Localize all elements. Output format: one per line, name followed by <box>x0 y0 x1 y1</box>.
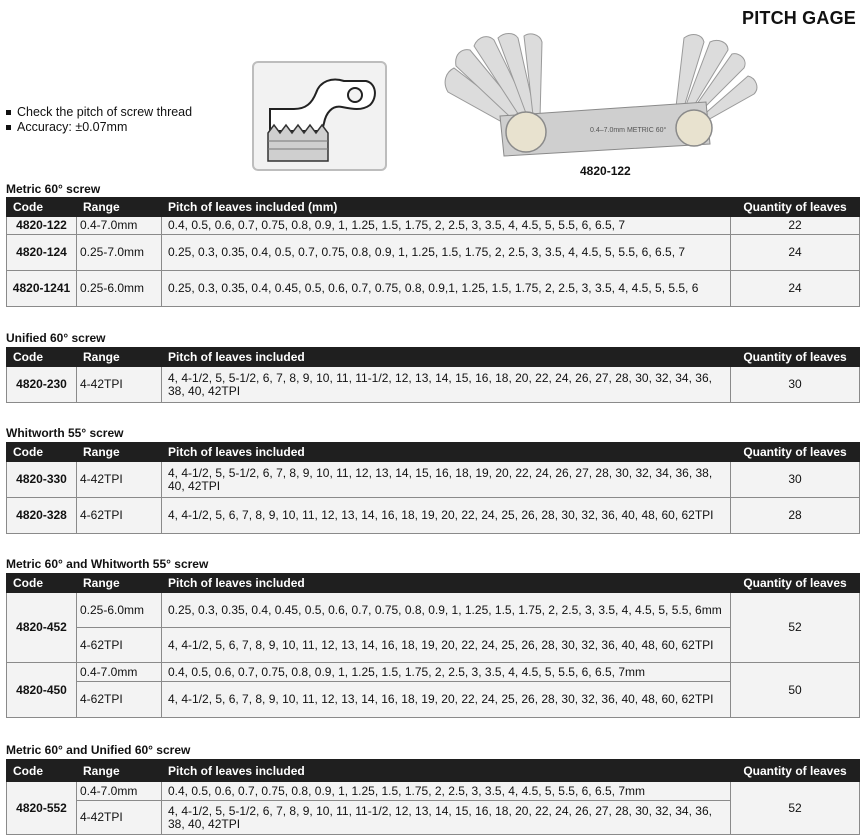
table-row: 4820-450 0.4-7.0mm 0.4, 0.5, 0.6, 0.7, 0.75, 0.8, 0.9, 1, 1.25, 1.5, 1.75, 2, 2.5, 3, 3.5, 4, 4.5, 5, 5.5, 6, 6.5, 7mm 50 <box>7 663 860 682</box>
table-row: 4820-452 0.25-6.0mm 0.25, 0.3, 0.35, 0.4, 0.45, 0.5, 0.6, 0.7, 0.75, 0.8, 0.9, 1, 1.25, 1.5, 1.75, 2, 2.5, 3, 3.5, 4, 4.5, 5, 5.5, 6mm 52 <box>7 593 860 628</box>
product-code: 4820-122 <box>580 164 631 178</box>
table-row: 4820-552 0.4-7.0mm 0.4, 0.5, 0.6, 0.7, 0.75, 0.8, 0.9, 1, 1.25, 1.5, 1.75, 2, 2.5, 3, 3.5, 4, 4.5, 5, 5.5, 6, 6.5, 7mm 52 <box>7 782 860 801</box>
table-header: Code Range Pitch of leaves included Quantity of leaves <box>7 760 860 782</box>
feature-list <box>6 105 192 135</box>
metric-table <box>6 197 860 307</box>
table-header: Code Range Pitch of leaves included Quantity of leaves <box>7 348 860 367</box>
table-header <box>7 198 860 217</box>
table-row: 4820-330 4-42TPI 4, 4-1/2, 5, 5-1/2, 6, 7, 8, 9, 10, 11, 12, 13, 14, 15, 16, 18, 19, 20, 22, 24, 26, 27, 28, 30, 32, 34, 36, 38, 40, 42TPI 30 <box>7 462 860 498</box>
table-header: Code Range Pitch of leaves included Quantity of leaves <box>7 443 860 462</box>
whitworth-table <box>6 442 860 534</box>
table-row: 4820-124 0.25-7.0mm 0.25, 0.3, 0.35, 0.4, 0.5, 0.7, 0.75, 0.8, 0.9, 1, 1.25, 1.5, 1.75, 2, 2.5, 3, 3.5, 4, 4.5, 5, 5.5, 6, 6.5, 7 24 <box>7 235 860 271</box>
section-title-metric-unified: Metric 60° and Unified 60° screw <box>6 743 191 757</box>
table-row: 4-62TPI 4, 4-1/2, 5, 6, 7, 8, 9, 10, 11, 12, 13, 14, 16, 18, 19, 20, 22, 24, 25, 26, 28, 30, 32, 36, 40, 48, 60, 62TPI <box>7 682 860 718</box>
thread-check-icon <box>254 63 385 169</box>
table-row: 4820-1241 0.25-6.0mm 0.25, 0.3, 0.35, 0.4, 0.45, 0.5, 0.6, 0.7, 0.75, 0.8, 0.9,1, 1.25, 1.5, 1.75, 2, 2.5, 3, 3.5, 4, 4.5, 5, 5.5, 6 24 <box>7 271 860 307</box>
table-row: 4-42TPI 4, 4-1/2, 5, 5-1/2, 6, 7, 8, 9, 10, 11, 11-1/2, 12, 13, 14, 15, 16, 18, 20, 22, 24, 26, 27, 28, 30, 32, 34, 36, 38, 40, 42TPI <box>7 801 860 835</box>
feature-item: Accuracy: ±0.07mm <box>6 120 192 135</box>
section-title-whitworth: Whitworth 55° screw <box>6 426 124 440</box>
col-range: Range <box>77 198 162 217</box>
feature-item: Check the pitch of screw thread <box>6 105 192 120</box>
section-title-metric-whitworth: Metric 60° and Whitworth 55° screw <box>6 557 209 571</box>
table-row: 4820-230 4-42TPI 4, 4-1/2, 5, 5-1/2, 6, 7, 8, 9, 10, 11, 11-1/2, 12, 13, 14, 15, 16, 18, 20, 22, 24, 26, 27, 28, 30, 32, 34, 36, 38, 40, 42TPI 30 <box>7 367 860 403</box>
table-row: 4-62TPI 4, 4-1/2, 5, 6, 7, 8, 9, 10, 11, 12, 13, 14, 16, 18, 19, 20, 22, 24, 25, 26, 28, 30, 32, 36, 40, 48, 60, 62TPI <box>7 628 860 663</box>
section-title-metric: Metric 60° screw <box>6 182 101 196</box>
metric-unified-table <box>6 759 860 835</box>
table-row: 4820-328 4-62TPI 4, 4-1/2, 5, 6, 7, 8, 9, 10, 11, 12, 13, 14, 16, 18, 19, 20, 22, 24, 25, 26, 28, 30, 32, 36, 40, 48, 60, 62TPI 28 <box>7 498 860 534</box>
unified-table <box>6 347 860 403</box>
col-qty: Quantity of leaves <box>731 198 860 217</box>
page-title: PITCH GAGE <box>741 8 856 28</box>
table-header: Code Range Pitch of leaves included Quantity of leaves <box>7 574 860 593</box>
metric-whitworth-table <box>6 573 860 718</box>
product-image <box>440 32 770 164</box>
thread-diagram <box>252 61 387 171</box>
col-pitch: Pitch of leaves included (mm) <box>162 198 731 217</box>
table-row: 4820-122 0.4-7.0mm 0.4, 0.5, 0.6, 0.7, 0.75, 0.8, 0.9, 1, 1.25, 1.5, 1.75, 2, 2.5, 3, 3.5, 4, 4.5, 5, 5.5, 6, 6.5, 7 22 <box>7 217 860 235</box>
col-code: Code <box>7 198 77 217</box>
bullet-icon <box>6 125 11 130</box>
bullet-icon <box>6 110 11 115</box>
section-title-unified: Unified 60° screw <box>6 331 106 345</box>
engraving-text: 0.4–7.0mm METRIC 60° <box>590 127 667 134</box>
